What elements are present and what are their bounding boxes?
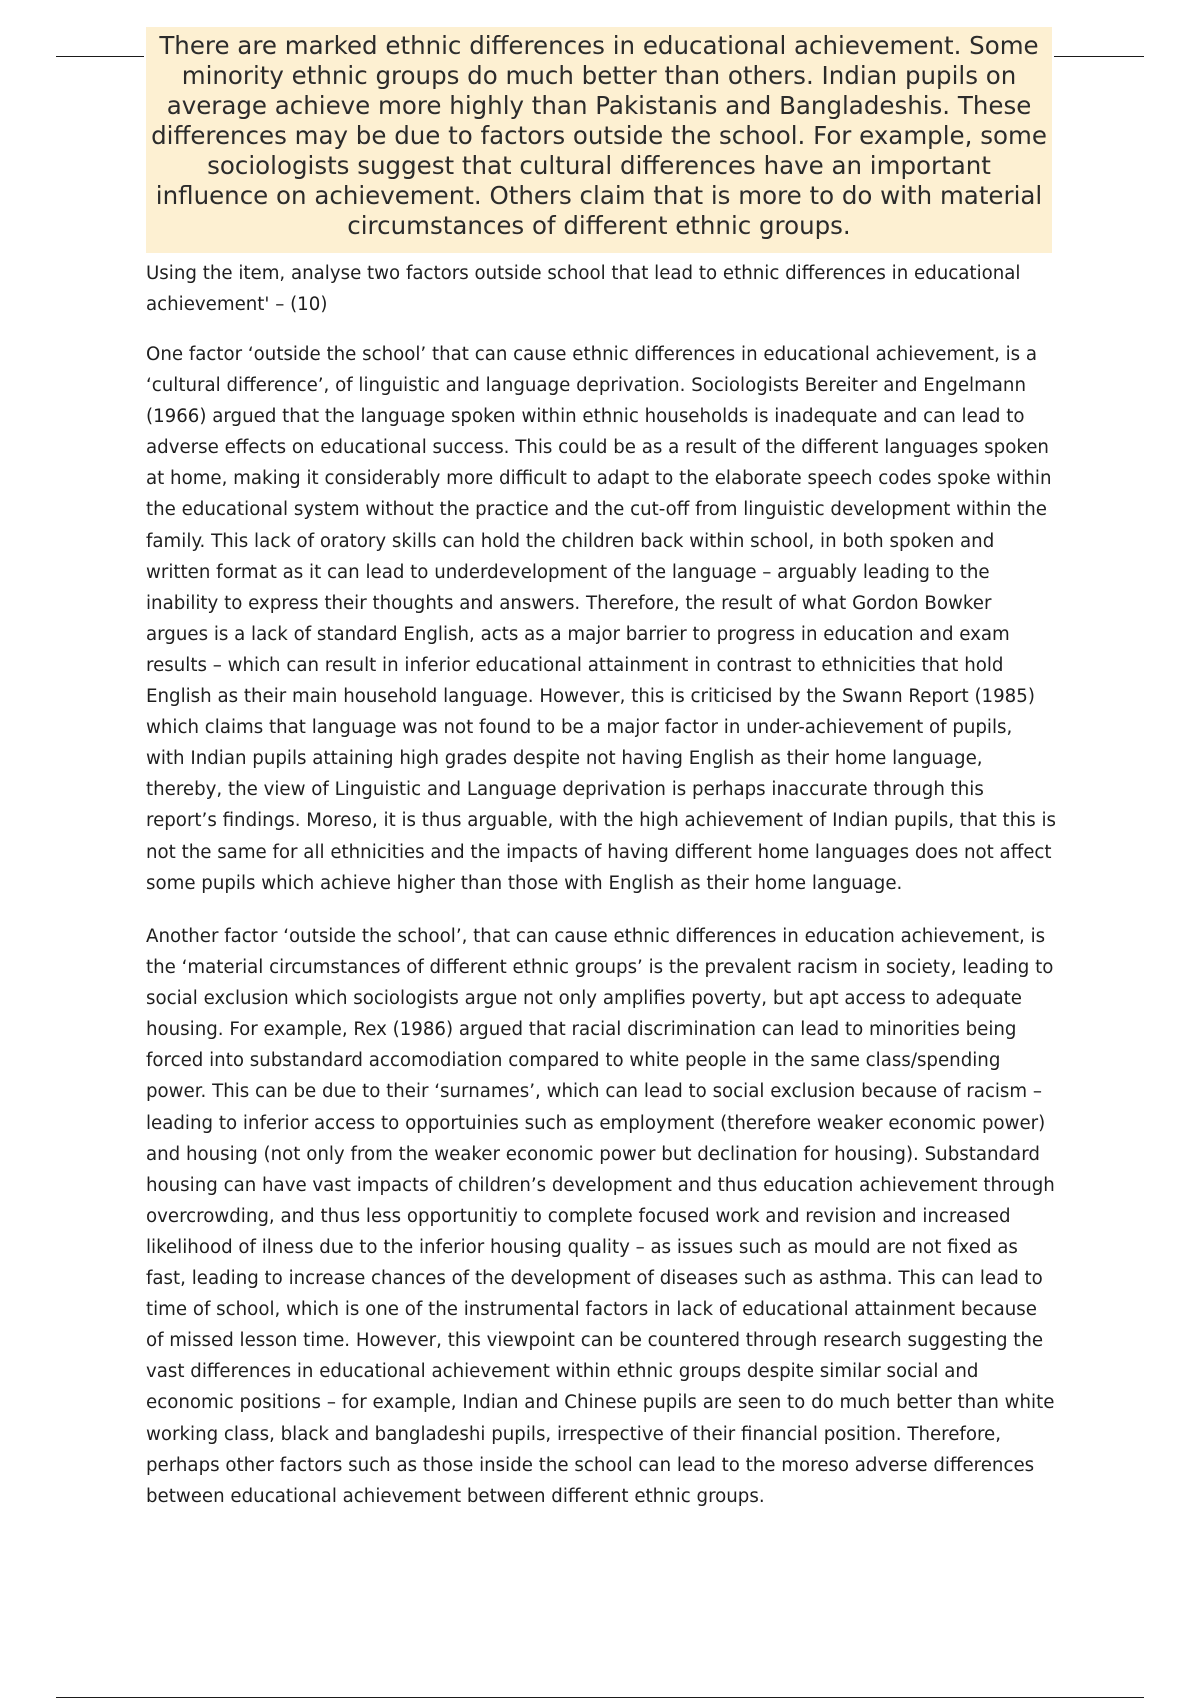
essay-question: Using the item, analyse two factors outside school that lead to ethnic differences in educational achievement' – (10) [146, 263, 1021, 315]
header-rule-left [56, 56, 144, 57]
item-source-box [146, 27, 1052, 253]
answer-paragraph-1: One factor ‘outside the school’ that can cause ethnic differences in educational achievement, is a ‘cultural difference’, of linguistic and language deprivation. Sociologists Bereiter and Engelmann (1966) argued that the language spoken within ethnic households is inadequate and can lead to adverse effects on educational success. This could be as a result of the different languages spoken at home, making it considerably more difficult to adapt to the elaborate speech codes spoke within the educational system without the practice and the cut-off from linguistic development within the family. This lack of oratory skills can hold the children back within school, in both spoken and written format as it can lead to underdevelopment of the language – arguably leading to the inability to express their thoughts and answers. Therefore, the result of what Gordon Bowker argues is a lack of standard English, acts as a major barrier to progress in education and exam results – which can result in inferior educational attainment in contrast to ethnicities that hold English as their main household language. However, this is criticised by the Swann Report (1985) which claims that language was not found to be a major factor in under-achievement of pupils, with Indian pupils attaining high grades despite not having English as their home language, thereby, the view of Linguistic and Language deprivation is perhaps inaccurate through this report’s findings. Moreso, it is thus arguable, with the high achievement of Indian pupils, that this is not the same for all ethnicities and the impacts of having different home languages does not affect some pupils which achieve higher than those with English as their home language. [146, 344, 1056, 894]
footer-rule [56, 1697, 1144, 1698]
item-source-text: There are marked ethnic differences in educational achievement. Some minority ethnic groups do much better than others. Indian pupils on average achieve more highly than Pakistanis and Bangladeshis. These differences may be due to factors outside the school. For example, some sociologists suggest that cultural differences have an important influence on achievement. Others claim that is more to do with material circumstances of different ethnic groups. [151, 31, 1047, 240]
header-rule-right [1054, 56, 1144, 57]
answer-paragraph-2: Another factor ‘outside the school’, that can cause ethnic differences in education achievement, is the ‘material circumstances of different ethnic groups’ is the prevalent racism in society, leading to social exclusion which sociologists argue not only amplifies poverty, but apt access to adequate housing. For example, Rex (1986) argued that racial discrimination can lead to minorities being forced into substandard accomodiation compared to white people in the same class/spending power. This can be due to their ‘surnames’, which can lead to social exclusion because of racism – leading to inferior access to opportuinies such as employment (therefore weaker economic power) and housing (not only from the weaker economic power but declination for housing). Substandard housing can have vast impacts of children’s development and thus education achievement through overcrowding, and thus less opportunitiy to complete focused work and revision and increased likelihood of ilness due to the inferior housing quality – as issues such as mould are not fixed as fast, leading to increase chances of the development of diseases such as asthma. This can lead to time of school, which is one of the instrumental factors in lack of educational attainment because of missed lesson time. However, this viewpoint can be countered through research suggesting the vast differences in educational achievement within ethnic groups despite similar social and economic positions – for example, Indian and Chinese pupils are seen to do much better than white working class, black and bangladeshi pupils, irrespective of their financial position. Therefore, perhaps other factors such as those inside the school can lead to the moreso adverse differences between educational achievement between different ethnic groups. [146, 926, 1055, 1507]
